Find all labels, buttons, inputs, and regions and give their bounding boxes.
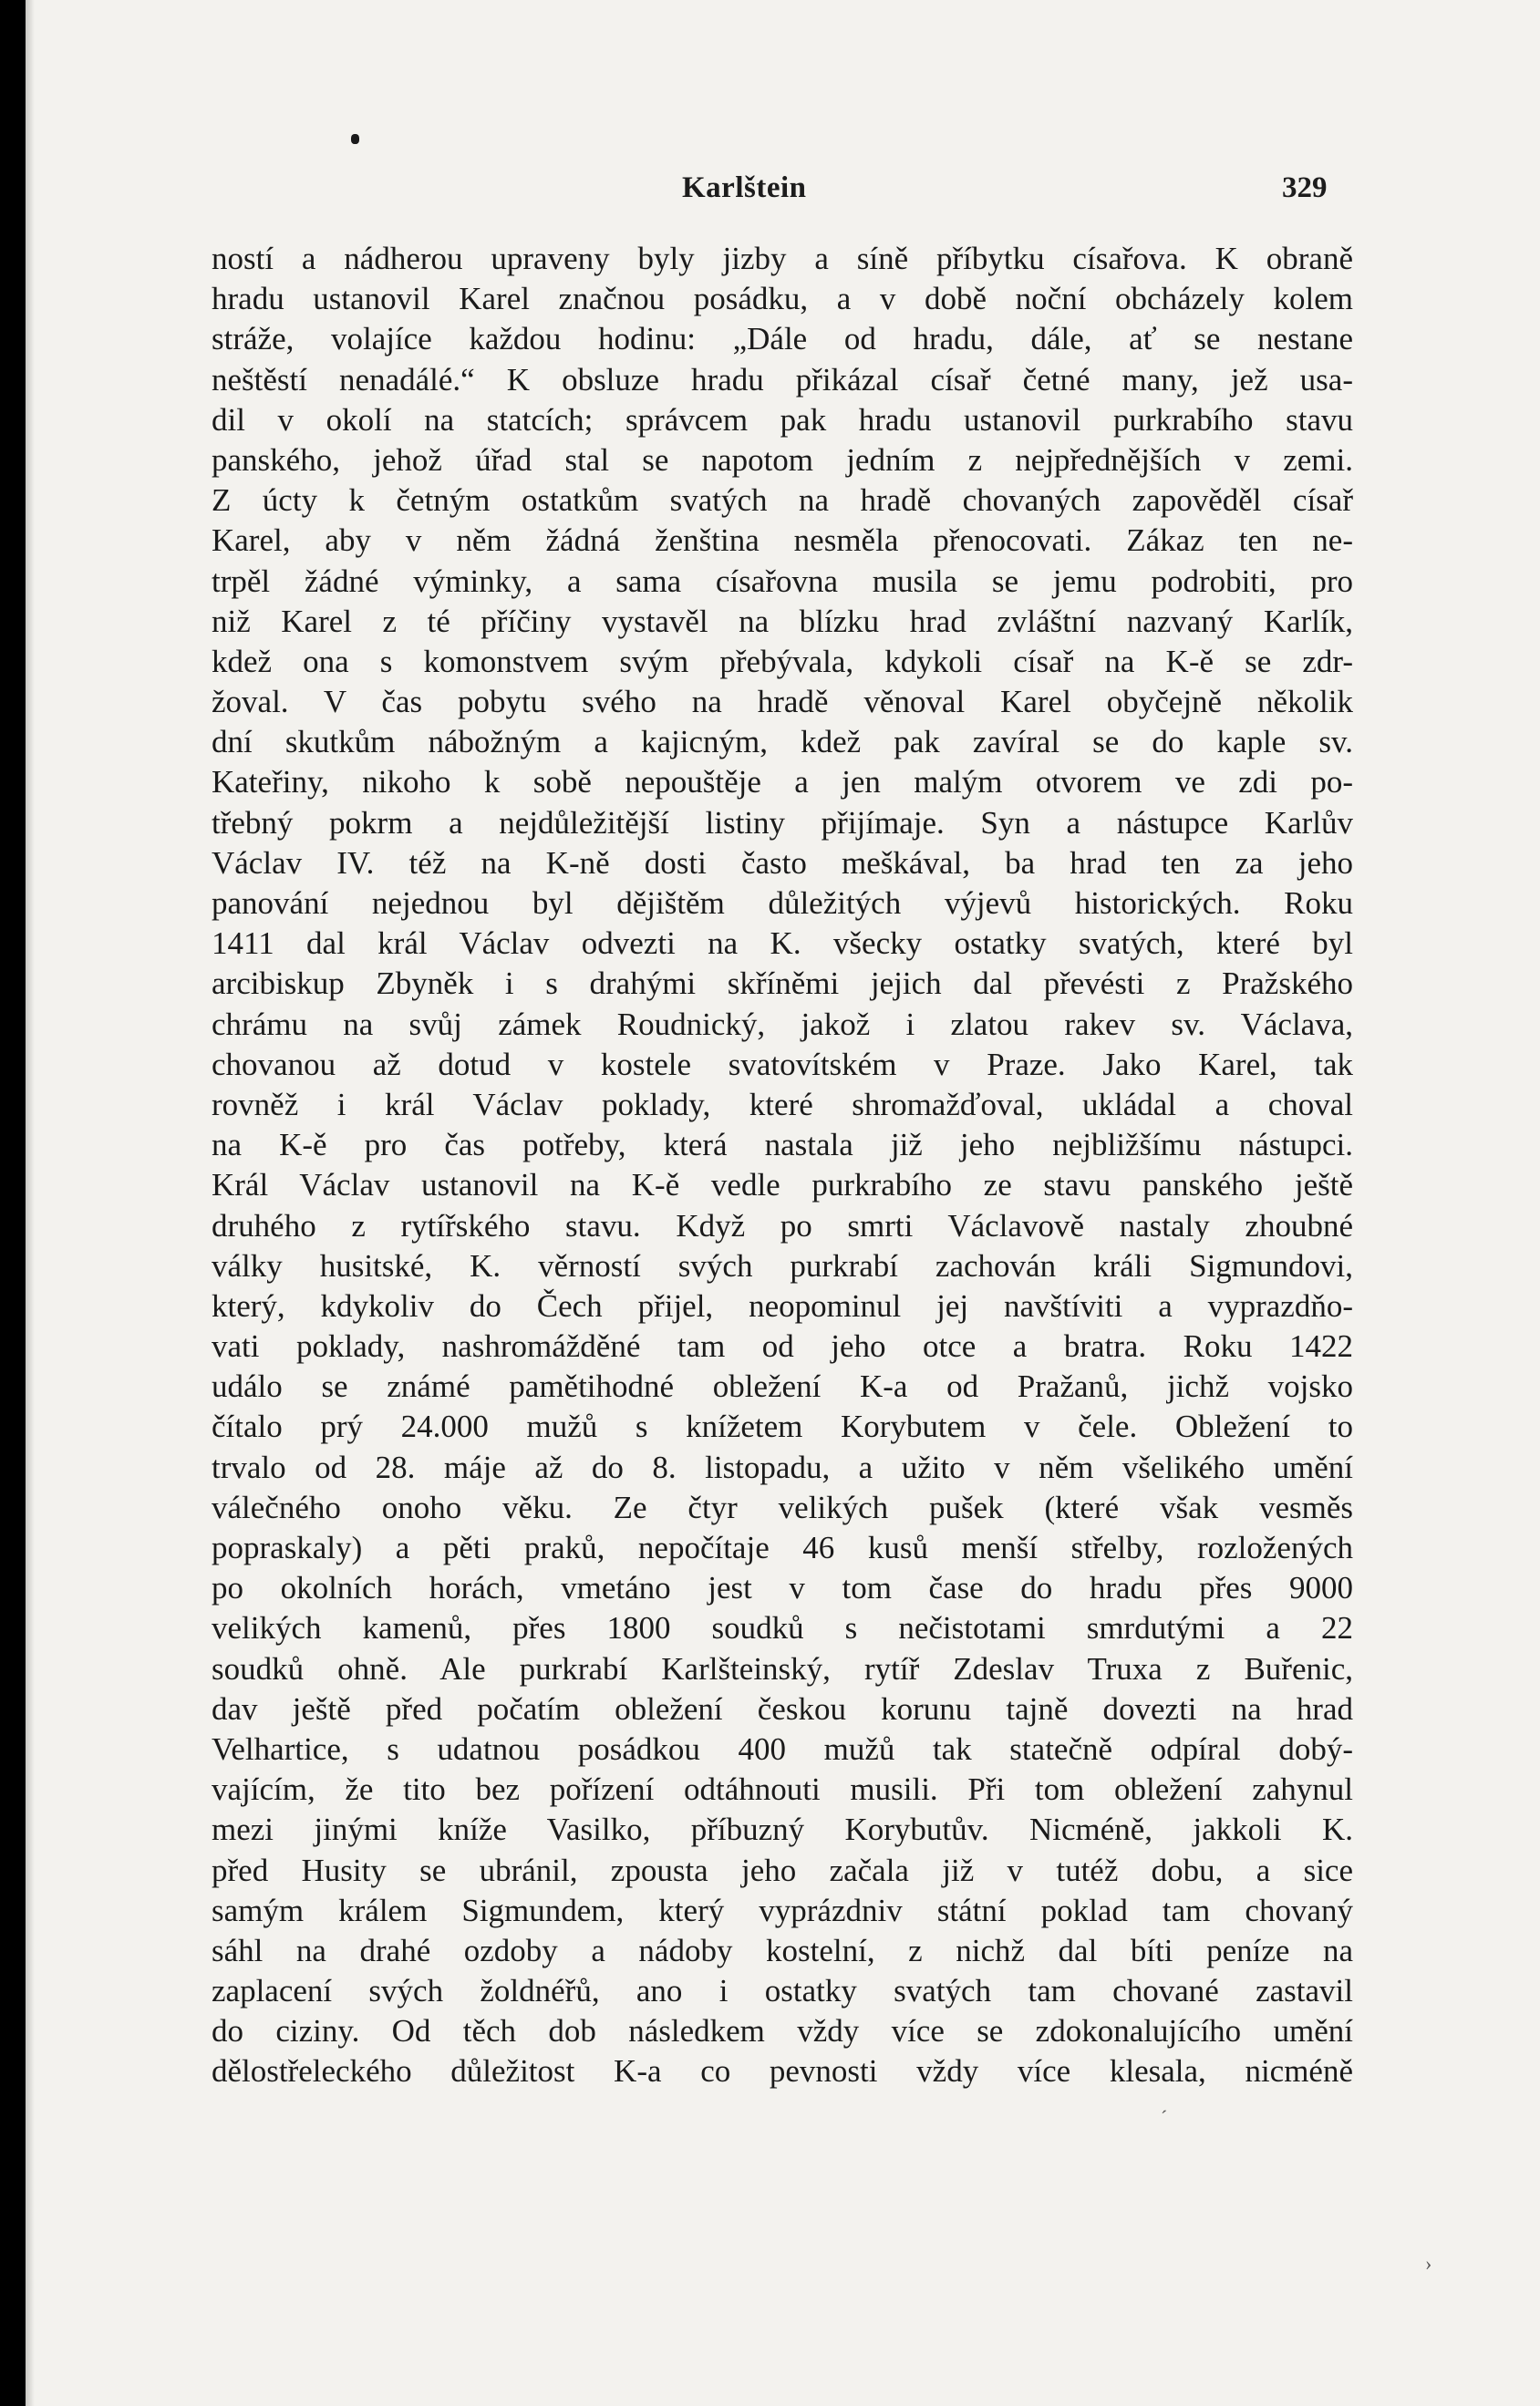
page-number: 329: [1282, 171, 1328, 204]
text-line: dělostřeleckého důležitost K-a co pevnosti vždy více klesala, nicméně: [212, 2053, 1353, 2090]
text-line: dav ještě před počatím obležení českou korunu tajně dovezti na hrad: [212, 1690, 1353, 1727]
text-line: vati poklady, nashromážděné tam od jeho otce a bratra. Roku 1422: [212, 1328, 1353, 1365]
text-line: Václav IV. též na K-ně dosti často meškával, ba hrad ten za jeho: [212, 844, 1353, 881]
text-line: druhého z rytířského stavu. Když po smrti Václavově nastaly zhoubné: [212, 1207, 1353, 1244]
text-line: kdež ona s komonstvem svým přebývala, kdykoli císař na K-ě se zdr-: [212, 643, 1353, 679]
text-line: trpěl žádné výminky, a sama císařovna musila se jemu podrobiti, pro: [212, 563, 1353, 599]
text-line: rovněž i král Václav poklady, které shromažďoval, ukládal a choval: [212, 1086, 1353, 1122]
text-line: trvalo od 28. máje až do 8. listopadu, a užito v něm všelikého umění: [212, 1449, 1353, 1485]
text-line: Král Václav ustanovil na K-ě vedle purkrabího ze stavu panského ještě: [212, 1167, 1353, 1203]
text-line: Kateřiny, nikoho k sobě nepouštěje a jen malým otvorem ve zdi po-: [212, 764, 1353, 800]
text-line: dil v okolí na statcích; správcem pak hradu ustanovil purkrabího stavu: [212, 401, 1353, 438]
text-line: který, kdykoliv do Čech přijel, neopominul jej navštíviti a vyprazdňo-: [212, 1287, 1353, 1324]
running-title: Karlštein: [682, 171, 807, 204]
text-line: velikých kamenů, přes 1800 soudků s nečistotami smrdutými a 22: [212, 1610, 1353, 1647]
text-line: událo se známé pamětihodné obležení K-a od Pražanů, jichž vojsko: [212, 1368, 1353, 1405]
text-line: niž Karel z té příčiny vystavěl na blízku hrad zvláštní nazvaný Karlík,: [212, 603, 1353, 639]
text-line: neštěstí nenadálé.“ K obsluze hradu přikázal císař četné many, jež usa-: [212, 361, 1353, 398]
text-line: před Husity se ubránil, zpousta jeho začala již v tutéž dobu, a sice: [212, 1852, 1353, 1888]
text-line: sáhl na drahé ozdoby a nádoby kostelní, z nichž dal bíti peníze na: [212, 1932, 1353, 1968]
text-line: arcibiskup Zbyněk i s drahými skříněmi jejich dal převésti z Pražského: [212, 965, 1353, 1002]
text-line: po okolních horách, vmetáno jest v tom čase do hradu přes 9000: [212, 1570, 1353, 1606]
text-line: Karel, aby v něm žádná ženština nesměla přenocovati. Zákaz ten ne-: [212, 522, 1353, 559]
page-header: [26, 171, 1540, 208]
text-line: chovanou až dotud v kostele svatovítském v Praze. Jako Karel, tak: [212, 1046, 1353, 1082]
ink-speck: [351, 134, 359, 144]
text-line: na K-ě pro čas potřeby, která nastala již jeho nejbližšímu nástupci.: [212, 1127, 1353, 1163]
text-line: 1411 dal král Václav odvezti na K. všecky ostatky svatých, které byl: [212, 925, 1353, 962]
text-line: žoval. V čas pobytu svého na hradě věnoval Karel obyčejně několik: [212, 684, 1353, 720]
text-line: vajícím, že tito bez pořízení odtáhnouti musili. Při tom obležení zahynul: [212, 1771, 1353, 1808]
text-line: Velhartice, s udatnou posádkou 400 mužů tak statečně odpíral dobý-: [212, 1730, 1353, 1767]
text-line: války husitské, K. věrností svých purkrabí zachován králi Sigmundovi,: [212, 1247, 1353, 1284]
text-line: ností a nádherou upraveny byly jizby a síně příbytku císařova. K obraně: [212, 241, 1353, 276]
text-line: Z úcty k četným ostatkům svatých na hradě chovaných zapověděl císař: [212, 482, 1353, 519]
text-line: válečného onoho věku. Ze čtyr velikých pušek (které však vesměs: [212, 1489, 1353, 1525]
text-line: stráže, volajíce každou hodinu: „Dále od hradu, dále, ať se nestane: [212, 321, 1353, 357]
body-text: [212, 239, 1353, 2092]
scan-mark: ´: [1161, 2106, 1168, 2129]
text-line: třebný pokrm a nejdůležitější listiny přijímaje. Syn a nástupce Karlův: [212, 804, 1353, 841]
text-line: mezi jinými kníže Vasilko, příbuzný Korybutův. Nicméně, jakkoli K.: [212, 1812, 1353, 1848]
text-line: soudků ohně. Ale purkrabí Karlšteinský, rytíř Zdeslav Truxa z Buřenic,: [212, 1650, 1353, 1687]
text-line: popraskaly) a pěti praků, nepočítaje 46 kusů menší střelby, rozložených: [212, 1530, 1353, 1565]
text-line: panování nejednou byl dějištěm důležitých výjevů historických. Roku: [212, 885, 1353, 921]
text-line: do ciziny. Od těch dob následkem vždy více se zdokonalujícího umění: [212, 2013, 1353, 2050]
text-line: hradu ustanovil Karel značnou posádku, a v době noční obcházely kolem: [212, 281, 1353, 317]
text-line: dní skutkům nábožným a kajicným, kdež pak zavíral se do kaple sv.: [212, 724, 1353, 760]
text-line: zaplacení svých žoldnéřů, ano i ostatky svatých tam chované zastavil: [212, 1973, 1353, 2009]
text-line: samým králem Sigmundem, který vyprázdniv státní poklad tam chovaný: [212, 1892, 1353, 1928]
scan-mark: ›: [1425, 2252, 1432, 2275]
text-line: panského, jehož úřad stal se napotom jedním z nejpřednějších v zemi.: [212, 441, 1353, 478]
document-page: [26, 0, 1540, 2406]
text-line: chrámu na svůj zámek Roudnický, jakož i zlatou rakev sv. Václava,: [212, 1006, 1353, 1042]
text-line: čítalo prý 24.000 mužů s knížetem Korybutem v čele. Obležení to: [212, 1409, 1353, 1445]
page-edge-shadow: [26, 0, 35, 2406]
